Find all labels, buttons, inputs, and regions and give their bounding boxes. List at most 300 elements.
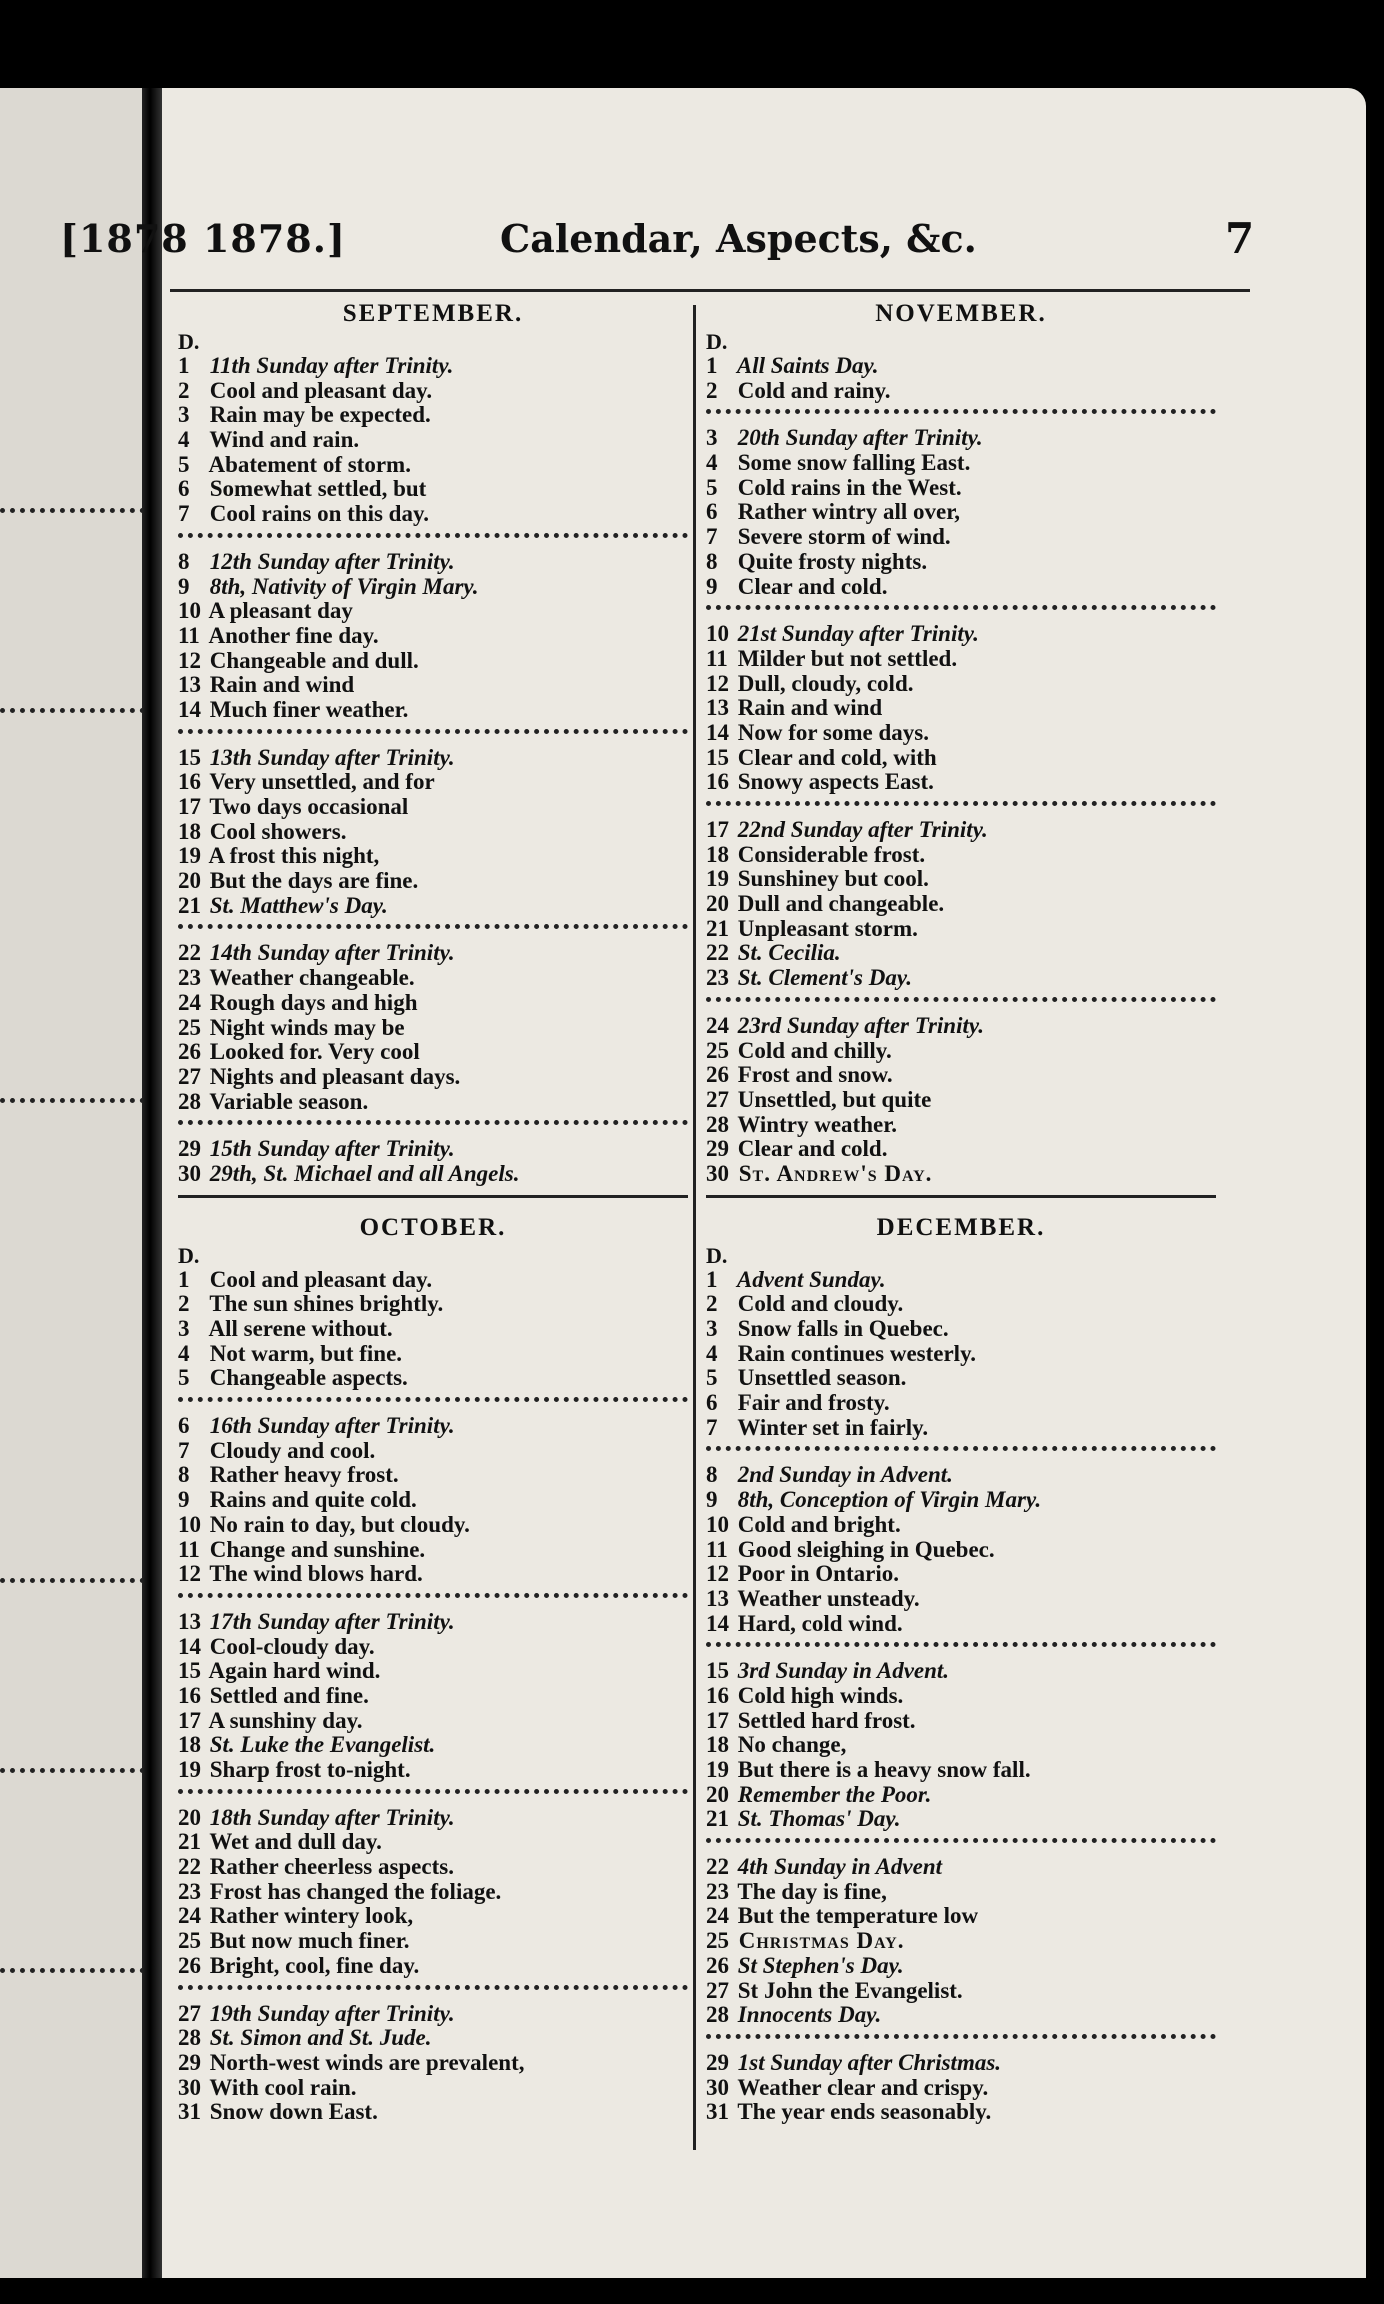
day-number: 29 <box>178 1136 201 1162</box>
day-note: Snowy aspects East. <box>732 769 934 795</box>
day-note: Now for some days. <box>732 719 929 745</box>
day-note: 15th Sunday after Trinity. <box>204 1136 455 1162</box>
day-number: 18 <box>178 818 201 844</box>
day-note: 12th Sunday after Trinity. <box>204 548 455 574</box>
day-number: 26 <box>706 1062 729 1088</box>
week-separator <box>178 1789 688 1794</box>
day-number: 25 <box>178 1928 201 1954</box>
day-note: No rain to day, but cloudy. <box>204 1511 470 1537</box>
month-heading: SEPTEMBER. <box>342 300 524 327</box>
calendar-entry <box>706 1137 1216 1162</box>
calendar-entry <box>706 550 1216 575</box>
calendar-entry <box>706 1366 1216 1391</box>
day-number: 16 <box>178 769 201 795</box>
day-note: 3rd Sunday in Advent. <box>732 1658 950 1684</box>
day-column-header: D. <box>178 329 200 354</box>
calendar-entry <box>706 1929 1216 1954</box>
week-separator <box>706 1446 1216 1451</box>
calendar-entry <box>706 1659 1216 1684</box>
day-note: Not warm, but fine. <box>204 1340 403 1366</box>
day-number: 8 <box>706 1462 718 1488</box>
week-separator <box>178 924 688 929</box>
day-number: 7 <box>178 1437 190 1463</box>
calendar-entry <box>706 941 1216 966</box>
day-number: 20 <box>706 891 729 917</box>
day-note: 14th Sunday after Trinity. <box>204 940 455 966</box>
day-number: 26 <box>706 1952 729 1978</box>
calendar-entry <box>178 1684 688 1709</box>
day-number: 24 <box>706 1903 729 1929</box>
calendar-entry <box>706 525 1216 550</box>
day-note: Changeable and dull. <box>204 647 419 673</box>
calendar-entry <box>178 550 688 575</box>
calendar-entry <box>706 1855 1216 1880</box>
calendar-entry <box>706 622 1216 647</box>
day-number: 1 <box>706 1266 718 1292</box>
day-note: Cold and bright. <box>732 1511 901 1537</box>
day-note: Cool and pleasant day. <box>204 1266 433 1292</box>
day-number: 30 <box>178 1160 201 1186</box>
day-note: Looked for. Very cool <box>204 1039 420 1065</box>
calendar-entry <box>178 820 688 845</box>
day-number: 5 <box>706 1365 718 1391</box>
day-number: 6 <box>178 476 190 502</box>
calendar-entry <box>706 1733 1216 1758</box>
day-column-header: D. <box>178 1242 200 1268</box>
day-note: Unpleasant storm. <box>732 915 918 941</box>
facing-page-rule <box>0 1578 145 1583</box>
day-note: Abatement of storm. <box>204 451 411 477</box>
calendar-entry <box>706 1088 1216 1113</box>
day-number: 2 <box>706 377 718 403</box>
calendar-entry <box>178 673 688 698</box>
day-note: Nights and pleasant days. <box>204 1063 461 1089</box>
day-note: All Saints Day. <box>732 353 879 378</box>
day-number: 28 <box>178 1088 201 1114</box>
day-number: 5 <box>706 474 718 500</box>
day-number: 11 <box>178 1536 200 1562</box>
calendar-entry <box>178 746 688 771</box>
day-number: 27 <box>706 1977 729 2003</box>
day-note: Cool and pleasant day. <box>204 377 433 403</box>
day-note: Dull and changeable. <box>732 891 945 917</box>
calendar-entry <box>706 1904 1216 1929</box>
calendar-entry <box>178 2076 688 2101</box>
day-note: Wet and dull day. <box>204 1829 382 1855</box>
calendar-entry <box>706 770 1216 795</box>
header-rule <box>170 289 1250 292</box>
day-number: 5 <box>178 1365 190 1391</box>
day-number: 18 <box>706 1732 729 1758</box>
day-note: St. Cecilia. <box>732 940 841 966</box>
calendar-entry <box>178 1040 688 1065</box>
day-number: 7 <box>706 1414 718 1440</box>
facing-page-rule <box>0 1768 145 1773</box>
day-number: 20 <box>706 1781 729 1807</box>
calendar-entry <box>178 2026 688 2051</box>
day-note: Sunshiney but cool. <box>732 866 929 892</box>
day-note: Again hard wind. <box>204 1658 381 1684</box>
calendar-entry <box>178 1016 688 1041</box>
calendar-entry <box>706 1880 1216 1905</box>
day-note: Winter set in fairly. <box>732 1414 929 1440</box>
calendar-entry <box>706 354 1216 379</box>
calendar-entry <box>706 1317 1216 1342</box>
day-number: 3 <box>178 402 190 428</box>
day-number: 5 <box>178 451 190 477</box>
calendar-entry <box>178 1733 688 1758</box>
day-number: 26 <box>178 1952 201 1978</box>
calendar-entry <box>706 1162 1216 1187</box>
day-note: Good sleighing in Quebec. <box>732 1536 995 1562</box>
day-number: 11 <box>706 645 728 671</box>
day-note: Cold rains in the West. <box>732 474 962 500</box>
week-separator <box>178 1120 688 1125</box>
week-separator <box>178 1397 688 1402</box>
day-number: 21 <box>706 915 729 941</box>
day-note: 8th, Nativity of Virgin Mary. <box>204 573 479 599</box>
day-note: Two days occasional <box>204 794 409 819</box>
calendar-entry <box>178 2100 688 2125</box>
calendar-entry <box>178 354 688 379</box>
week-separator <box>178 1593 688 1598</box>
day-number: 4 <box>178 1340 190 1366</box>
calendar-entry <box>706 1391 1216 1416</box>
day-number: 14 <box>178 696 201 722</box>
day-note: Rains and quite cold. <box>204 1487 417 1513</box>
day-number: 27 <box>706 1086 729 1112</box>
day-note: 19th Sunday after Trinity. <box>204 2000 455 2026</box>
day-note: St. Matthew's Day. <box>204 892 388 918</box>
month-heading: DECEMBER. <box>876 1213 1046 1241</box>
day-note: 11th Sunday after Trinity. <box>204 353 454 378</box>
day-note: Wintry weather. <box>732 1111 898 1137</box>
day-number: 28 <box>178 2025 201 2051</box>
day-note: But the temperature low <box>732 1903 979 1929</box>
week-separator <box>706 997 1216 1002</box>
day-note: 20th Sunday after Trinity. <box>732 425 983 451</box>
calendar-entry <box>706 1513 1216 1538</box>
calendar-entry <box>178 1610 688 1635</box>
day-note: Christmas Day. <box>732 1928 905 1954</box>
day-number: 4 <box>178 427 190 453</box>
calendar-entry <box>178 1268 688 1293</box>
calendar-entry <box>178 770 688 795</box>
day-note: Milder but not settled. <box>732 645 958 671</box>
calendar-entry <box>706 1463 1216 1488</box>
day-note: Rain and wind <box>204 672 355 698</box>
day-note: Rough days and high <box>204 989 418 1015</box>
day-note: St. Luke the Evangelist. <box>204 1732 436 1758</box>
day-note: Sharp frost to-night. <box>204 1757 411 1782</box>
calendar-entry <box>178 1439 688 1464</box>
day-number: 1 <box>178 353 190 378</box>
header-year: [1878 1878.] <box>60 216 346 261</box>
day-note: 17th Sunday after Trinity. <box>204 1608 455 1634</box>
calendar-entry <box>706 451 1216 476</box>
day-number: 24 <box>178 1903 201 1929</box>
day-note: Clear and cold. <box>732 573 888 599</box>
day-note: But now much finer. <box>204 1928 410 1954</box>
calendar-entry <box>706 1039 1216 1064</box>
day-number: 2 <box>178 1291 190 1317</box>
day-note: Another fine day. <box>204 622 379 648</box>
day-number: 15 <box>706 744 729 770</box>
day-number: 10 <box>178 598 201 624</box>
day-note: Remember the Poor. <box>732 1781 932 1807</box>
calendar-entry <box>178 1830 688 1855</box>
day-number: 17 <box>706 817 729 842</box>
day-number: 1 <box>178 1266 190 1292</box>
day-number: 14 <box>706 719 729 745</box>
calendar-entry <box>178 649 688 674</box>
day-number: 25 <box>706 1037 729 1063</box>
calendar-entry <box>706 1758 1216 1783</box>
calendar-entry <box>178 869 688 894</box>
calendar-entry <box>706 1292 1216 1317</box>
day-note: Cloudy and cool. <box>204 1437 376 1463</box>
calendar-entry <box>706 1709 1216 1734</box>
calendar-entry <box>706 1063 1216 1088</box>
day-number: 21 <box>178 1829 201 1855</box>
day-note: 18th Sunday after Trinity. <box>204 1804 455 1830</box>
day-note: Cold and chilly. <box>732 1037 892 1063</box>
day-note: A pleasant day <box>204 598 353 624</box>
day-number: 2 <box>178 377 190 403</box>
day-number: 13 <box>706 1585 729 1611</box>
day-note: Cool showers. <box>204 818 347 844</box>
day-note: Wind and rain. <box>204 427 360 453</box>
day-note: Considerable frost. <box>732 841 926 867</box>
calendar-entry <box>706 1954 1216 1979</box>
day-note: Rain and wind <box>732 695 883 721</box>
week-separator <box>706 1642 1216 1647</box>
day-number: 17 <box>178 794 201 819</box>
calendar-entry <box>178 844 688 869</box>
calendar-entry <box>178 624 688 649</box>
calendar-entry <box>706 672 1216 697</box>
day-note: 21st Sunday after Trinity. <box>732 621 979 647</box>
calendar-entry <box>178 1488 688 1513</box>
page-title: Calendar, Aspects, &c. <box>500 216 977 261</box>
day-note: But there is a heavy snow fall. <box>732 1757 1031 1782</box>
day-number: 28 <box>706 2002 729 2028</box>
month-rule <box>178 1195 688 1198</box>
calendar-entry <box>706 1014 1216 1039</box>
calendar-entry <box>178 1855 688 1880</box>
calendar-entry <box>178 795 688 820</box>
day-number: 22 <box>706 1854 729 1880</box>
day-number: 4 <box>706 1340 718 1366</box>
calendar-entry <box>178 2002 688 2027</box>
day-note: Night winds may be <box>204 1014 405 1040</box>
day-note: St Stephen's Day. <box>732 1952 904 1978</box>
day-note: Clear and cold, with <box>732 744 937 770</box>
day-number: 8 <box>706 548 718 574</box>
day-note: Advent Sunday. <box>732 1266 886 1292</box>
day-number: 29 <box>706 2049 729 2075</box>
day-note: Frost has changed the foliage. <box>204 1878 502 1904</box>
calendar-entry <box>178 991 688 1016</box>
calendar-entry <box>178 894 688 919</box>
calendar-entry <box>706 647 1216 672</box>
calendar-entry <box>706 966 1216 991</box>
week-separator <box>706 605 1216 610</box>
calendar-entry <box>178 1065 688 1090</box>
day-number: 9 <box>178 573 190 599</box>
day-number: 15 <box>178 1658 201 1684</box>
day-number: 9 <box>706 573 718 599</box>
facing-page-rule <box>0 708 145 713</box>
day-number: 26 <box>178 1039 201 1065</box>
calendar-entry <box>706 818 1216 843</box>
calendar-entry <box>706 1562 1216 1587</box>
day-note: 23rd Sunday after Trinity. <box>732 1012 984 1038</box>
calendar-entry <box>178 966 688 991</box>
calendar-entry <box>706 1488 1216 1513</box>
day-note: Very unsettled, and for <box>204 769 435 795</box>
calendar-entry <box>178 1954 688 1979</box>
calendar-entry <box>706 1807 1216 1832</box>
day-number: 18 <box>706 841 729 867</box>
day-note: Rain continues westerly. <box>732 1340 977 1366</box>
day-number: 10 <box>178 1511 201 1537</box>
calendar-entry <box>178 477 688 502</box>
day-number: 15 <box>706 1658 729 1684</box>
day-note: 16th Sunday after Trinity. <box>204 1413 455 1439</box>
calendar-entry <box>178 698 688 723</box>
day-note: 13th Sunday after Trinity. <box>204 744 455 770</box>
day-number: 3 <box>706 425 718 451</box>
facing-page-rule <box>0 1968 145 1973</box>
day-number: 21 <box>706 1806 729 1832</box>
day-note: All serene without. <box>204 1316 393 1341</box>
day-note: 2nd Sunday in Advent. <box>732 1462 953 1488</box>
right-column <box>706 298 1216 2125</box>
facing-page-rule <box>0 508 145 513</box>
calendar-entry <box>178 1709 688 1734</box>
day-note: St. Simon and St. Jude. <box>204 2025 432 2051</box>
day-note: Variable season. <box>204 1088 369 1114</box>
day-note: But the days are fine. <box>204 868 419 894</box>
day-number: 9 <box>706 1487 718 1513</box>
calendar-entry <box>706 476 1216 501</box>
day-note: Innocents Day. <box>732 2002 882 2028</box>
calendar-entry <box>178 1635 688 1660</box>
day-note: A frost this night, <box>204 843 380 869</box>
day-number: 20 <box>178 1804 201 1830</box>
day-column-header: D. <box>706 1242 728 1268</box>
day-number: 23 <box>706 1878 729 1904</box>
day-number: 12 <box>178 1561 201 1587</box>
day-number: 13 <box>706 695 729 721</box>
day-note: Snow down East. <box>204 2099 378 2125</box>
calendar-entry <box>178 1904 688 1929</box>
day-note: 22nd Sunday after Trinity. <box>732 817 988 842</box>
column-divider <box>693 305 696 2150</box>
day-number: 17 <box>178 1707 201 1733</box>
day-number: 13 <box>178 672 201 698</box>
day-note: 1st Sunday after Christmas. <box>732 2049 1002 2075</box>
calendar-entry <box>178 502 688 527</box>
day-note: Cold high winds. <box>732 1682 904 1708</box>
day-note: 8th, Conception of Virgin Mary. <box>732 1487 1042 1513</box>
day-number: 23 <box>178 965 201 991</box>
day-note: Unsettled, but quite <box>732 1086 932 1112</box>
day-note: Bright, cool, fine day. <box>204 1952 420 1978</box>
day-number: 30 <box>178 2074 201 2100</box>
week-separator <box>706 409 1216 414</box>
day-number: 30 <box>706 1160 729 1186</box>
day-number: 27 <box>178 2000 201 2026</box>
calendar-entry <box>706 2100 1216 2125</box>
day-note: 29th, St. Michael and all Angels. <box>204 1160 520 1186</box>
day-note: Rain may be expected. <box>204 402 431 428</box>
day-number: 31 <box>178 2099 201 2125</box>
day-number: 11 <box>178 622 200 648</box>
day-note: Quite frosty nights. <box>732 548 928 574</box>
day-number: 16 <box>178 1682 201 1708</box>
calendar-entry <box>178 1806 688 1831</box>
week-separator <box>178 729 688 734</box>
calendar-entry <box>178 379 688 404</box>
day-note: Change and sunshine. <box>204 1536 426 1562</box>
day-note: Cold and cloudy. <box>732 1291 904 1317</box>
day-note: Much finer weather. <box>204 696 409 722</box>
page-header <box>60 210 1255 270</box>
calendar-entry <box>706 426 1216 451</box>
calendar-entry <box>706 867 1216 892</box>
day-note: The day is fine, <box>732 1878 887 1904</box>
day-note: The wind blows hard. <box>204 1561 423 1587</box>
day-note: Changeable aspects. <box>204 1365 408 1391</box>
day-column-header: D. <box>706 329 728 354</box>
day-note: Severe storm of wind. <box>732 524 951 550</box>
calendar-entry <box>178 1463 688 1488</box>
day-note: A sunshiny day. <box>204 1707 363 1733</box>
calendar-entry <box>706 500 1216 525</box>
day-number: 6 <box>706 1390 718 1416</box>
day-number: 18 <box>178 1732 201 1758</box>
calendar-entry <box>178 1317 688 1342</box>
day-number: 29 <box>178 2049 201 2075</box>
day-number: 7 <box>178 501 190 527</box>
page-number: 7 <box>1225 214 1255 263</box>
calendar-entry <box>706 843 1216 868</box>
day-note: Rather wintery look, <box>204 1903 414 1929</box>
calendar-entry <box>178 2051 688 2076</box>
day-note: North-west winds are prevalent, <box>204 2049 525 2075</box>
day-number: 11 <box>706 1536 728 1562</box>
day-number: 1 <box>706 353 718 378</box>
day-number: 7 <box>706 524 718 550</box>
day-number: 8 <box>178 548 190 574</box>
calendar-entry <box>706 1783 1216 1808</box>
day-number: 2 <box>706 1291 718 1317</box>
day-number: 14 <box>706 1610 729 1636</box>
calendar-entry <box>178 599 688 624</box>
day-note: Unsettled season. <box>732 1365 907 1391</box>
day-note: Rather cheerless aspects. <box>204 1854 454 1880</box>
day-number: 8 <box>178 1462 190 1488</box>
day-note: Cold and rainy. <box>732 377 891 403</box>
calendar-entry <box>178 1513 688 1538</box>
day-note: Weather clear and crispy. <box>732 2074 989 2100</box>
day-note: The sun shines brightly. <box>204 1291 444 1317</box>
calendar-entry <box>706 2051 1216 2076</box>
calendar-entry <box>178 1562 688 1587</box>
calendar-entry <box>178 1366 688 1391</box>
